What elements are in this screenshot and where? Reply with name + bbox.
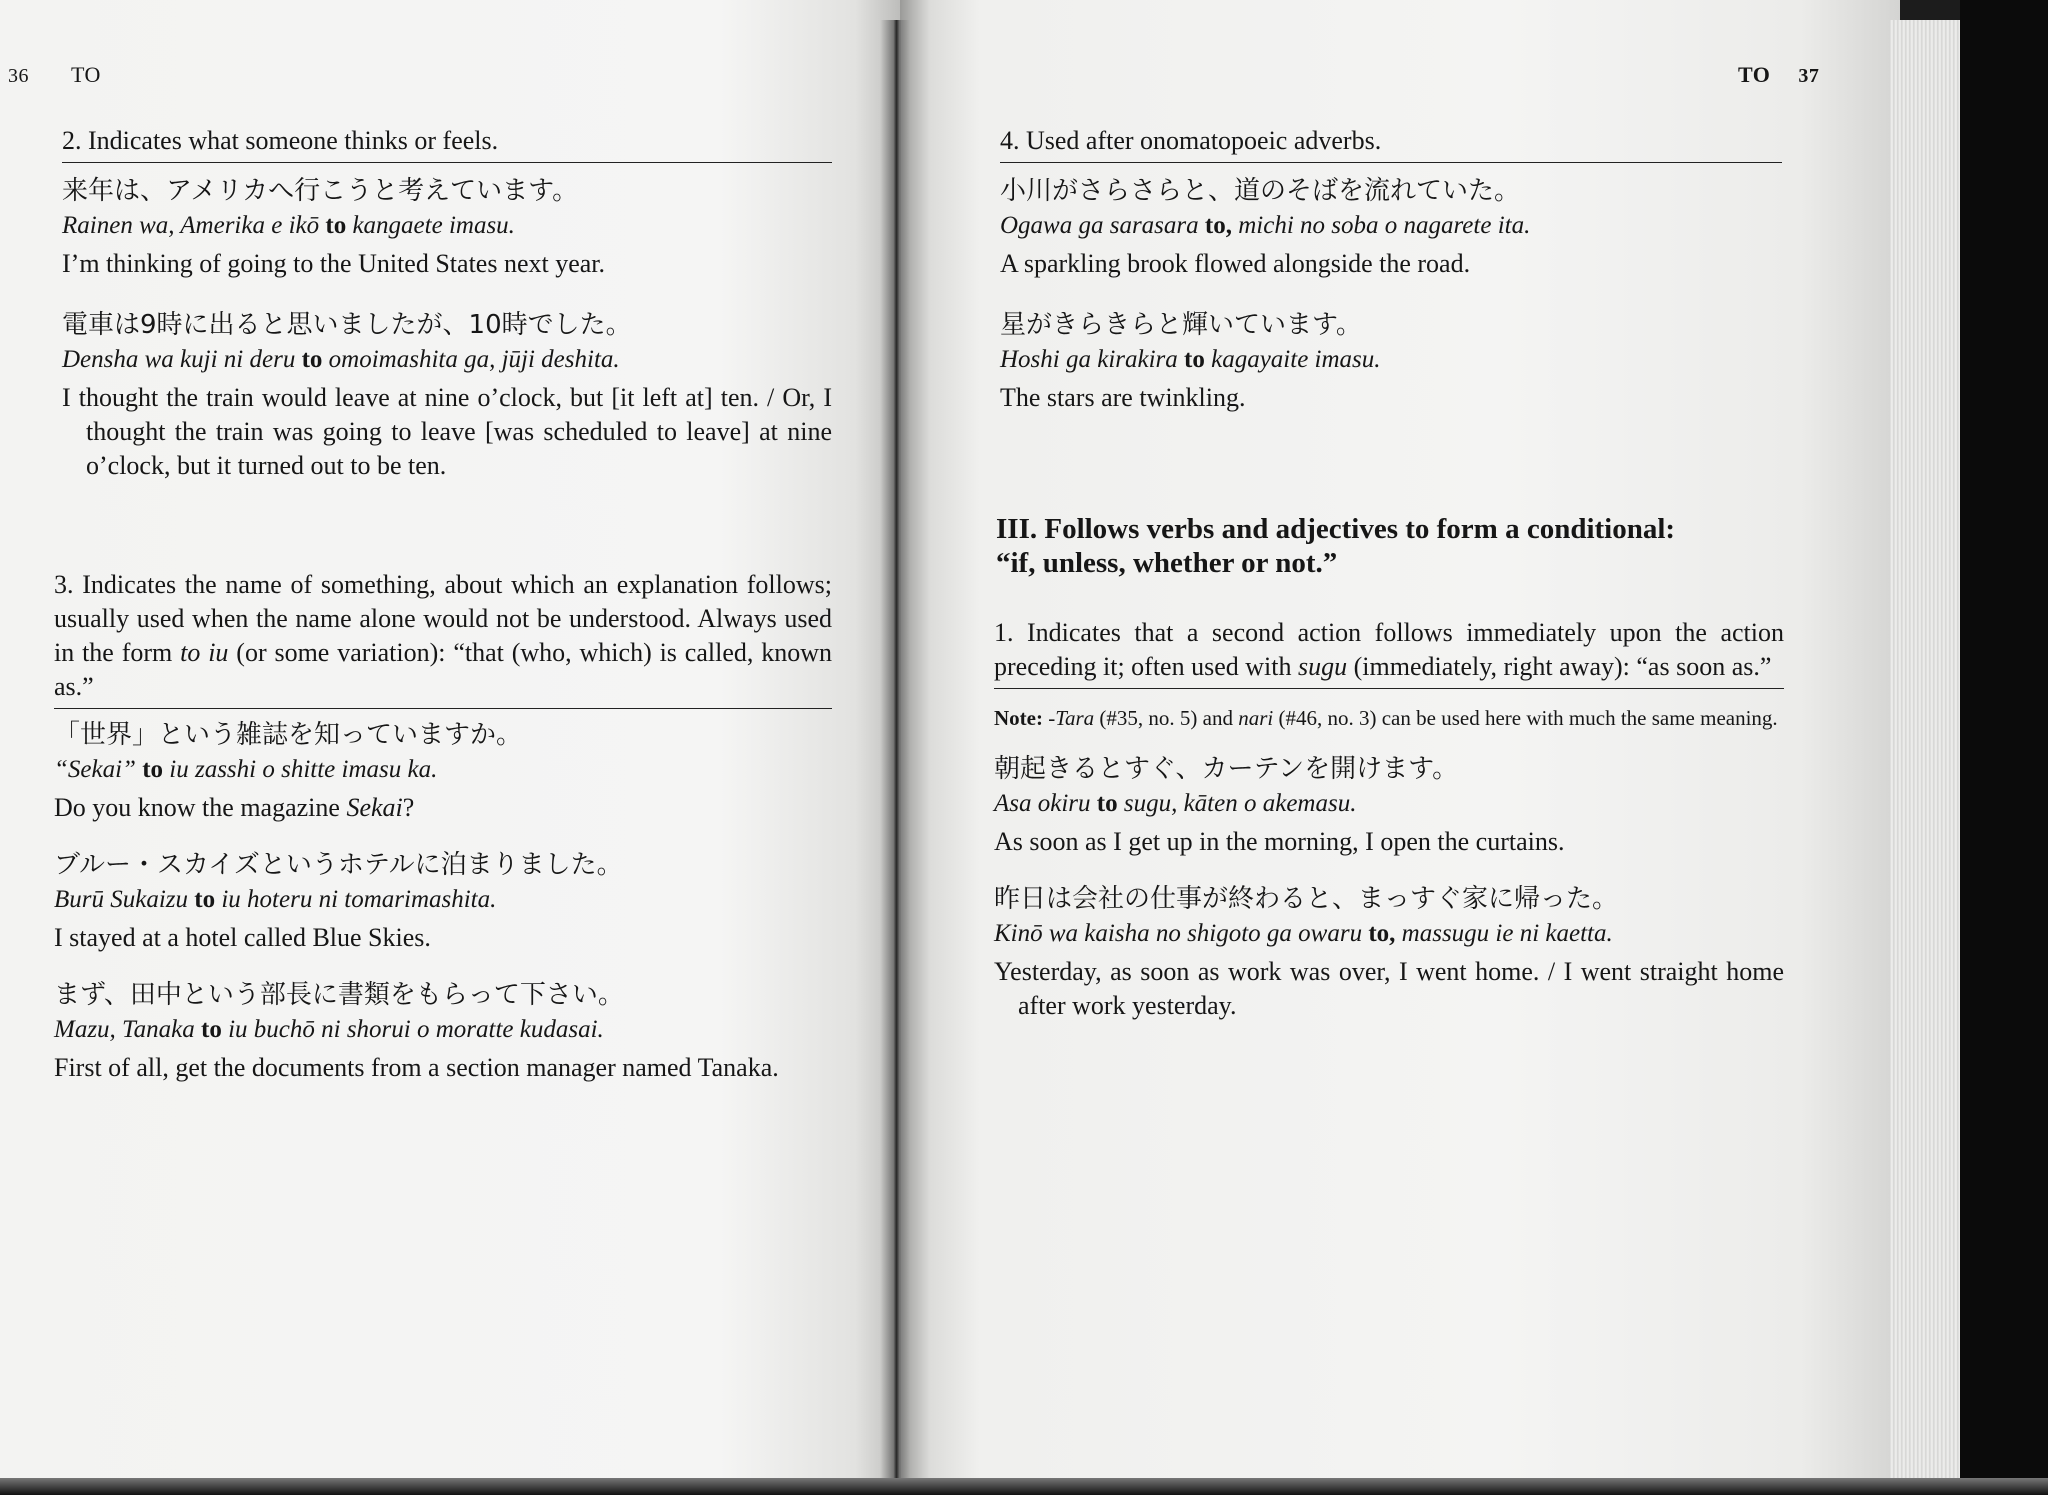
example [994,881,1784,1023]
example [62,173,832,281]
right-running-head [1738,62,1819,88]
example [54,847,832,955]
item-4-heading: 4. Used after onomatopoeic adverbs. [1000,124,1782,163]
right-page-number: 37 [1798,65,1820,87]
example-romaji: Kinō wa kaisha no shigoto ga owaru to, massugu ie ni kaetta. [994,920,1613,947]
example-english: First of all, get the documents from a section manager named Tanaka. [54,1053,779,1082]
example-romaji: Ogawa ga sarasara to, michi no soba o nagarete ita. [1000,212,1531,239]
example-japanese: ブルー・スカイズというホテルに泊まりました。 [54,850,623,880]
example-japanese: 来年は、アメリカへ行こうと考えています。 [62,176,579,206]
bottom-edge [0,1478,2048,1495]
example-english: I thought the train would leave at nine o’clock, but [it left at] ten. / Or, I thought the train was going to leave [was scheduled to leave] at nine o’clock, but it turned out to be ten. [62,383,832,480]
example-english: As soon as I get up in the morning, I open the curtains. [994,827,1565,856]
book-gutter [880,20,910,1480]
note: Note: -Tara (#35, no. 5) and nari (#46, no. 3) can be used here with much the same meaning. [994,706,1778,730]
example [1000,173,1782,281]
example-japanese: 昨日は会社の仕事が終わると、まっすぐ家に帰った。 [994,884,1619,914]
section-3-title [996,512,1786,580]
left-running-head-label: TO [71,62,101,87]
example-japanese: 朝起きるとすぐ、カーテンを開けます。 [994,754,1459,784]
left-page [0,0,900,1478]
example-romaji: Rainen wa, Amerika e ikō to kangaete imasu. [62,212,515,239]
example-english: I’m thinking of going to the United States next year. [62,249,606,278]
item-2 [62,124,832,483]
example-english: I stayed at a hotel called Blue Skies. [54,923,431,952]
right-running-head-label: TO [1738,62,1771,87]
example [54,717,832,825]
example-english: A sparkling brook flowed alongside the road. [1000,249,1471,278]
example-romaji: Asa okiru to sugu, kāten o akemasu. [994,790,1357,817]
example-japanese: 小川がさらさらと、道のそばを流れていた。 [1000,176,1521,206]
left-running-head [8,62,101,88]
example-english: Yesterday, as soon as work was over, I went home. / I went straight home after work yesterday. [994,957,1784,1020]
section-3-title-line-2: “if, unless, whether or not.” [996,547,1338,579]
example-romaji: Hoshi ga kirakira to kagayaite imasu. [1000,346,1381,373]
example [994,751,1784,859]
example-japanese: まず、田中という部長に書類をもらって下さい。 [54,980,624,1010]
left-page-number: 36 [8,65,29,87]
section-3-title-line-1: III. Follows verbs and adjectives to form a conditional: [996,513,1676,545]
item-3 [54,568,832,1085]
item-2-heading: 2. Indicates what someone thinks or feels. [62,124,832,163]
example [1000,307,1782,415]
right-page [900,0,1900,1478]
background-edge [1960,0,2048,1495]
item-3-heading: 3. Indicates the name of something, about which an explanation follows; usually used when the name alone would not be understood. Always used in the form to iu (or some variation): “that (who, which) is called, known as.” [54,568,832,709]
subitem-1 [994,616,1784,1023]
example [54,977,832,1085]
example-japanese: 「世界」という雑誌を知っていますか。 [54,720,523,750]
example-romaji: “Sekai” to iu zasshi o shitte imasu ka. [54,756,438,783]
item-4 [1000,124,1782,415]
example-english: Do you know the magazine Sekai? [54,793,415,822]
example-romaji: Burū Sukaizu to iu hoteru ni tomarimashita. [54,886,497,913]
example-english: The stars are twinkling. [1000,383,1246,412]
example [62,307,832,483]
example-romaji: Mazu, Tanaka to iu buchō ni shorui o moratte kudasai. [54,1016,604,1043]
example-japanese: 電車は9時に出ると思いましたが、10時でした。 [62,310,632,340]
subitem-1-heading: 1. Indicates that a second action follows immediately upon the action preceding it; often used with sugu (immediately, right away): “as soon as.” [994,616,1784,689]
example-japanese: 星がきらきらと輝いています。 [1000,310,1362,340]
page-edge-stack [1890,20,1960,1480]
example-romaji: Densha wa kuji ni deru to omoimashita ga, jūji deshita. [62,346,620,373]
